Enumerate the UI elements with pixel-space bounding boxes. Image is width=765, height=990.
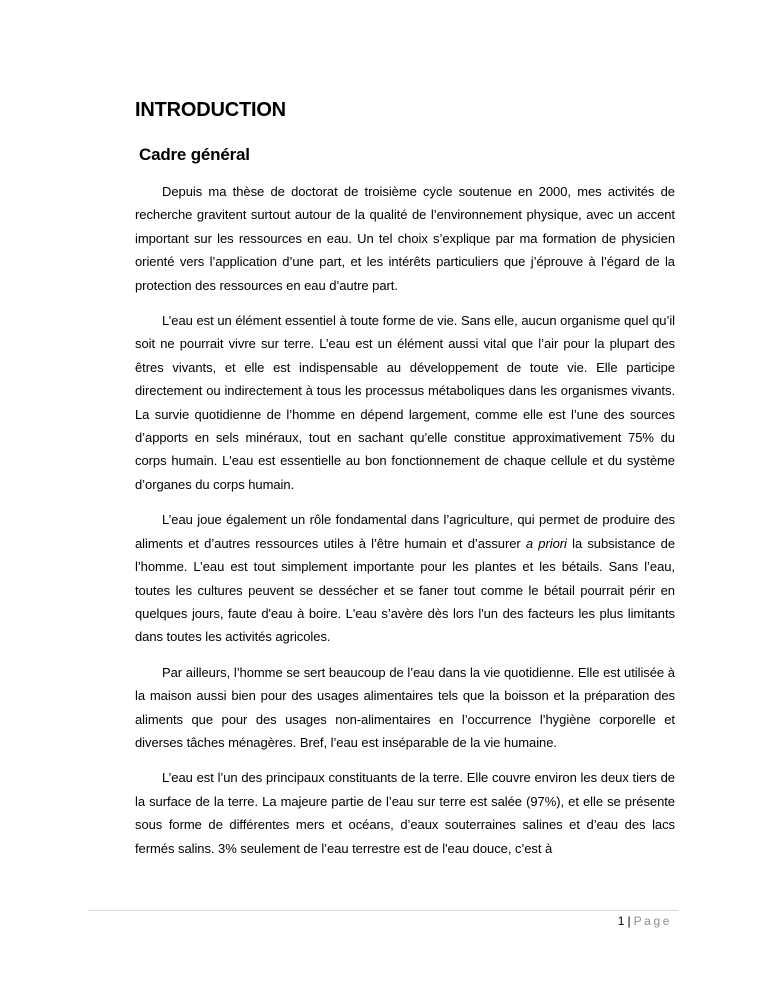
paragraph-3-text-after: la subsistance de l’homme. L’eau est tout simplement importante pour les plantes et les bétails. Sans l’eau, toutes les cultures peuvent se dessécher et se faner tout comme le bétail pourrait périr en quelques jours, faute d'eau à boire. L'eau s’avère dès lors l'un des facteurs les plus limitants dans toutes les activités agricoles. — [135, 535, 675, 645]
footer-divider — [88, 910, 678, 911]
chapter-heading: INTRODUCTION — [135, 99, 286, 121]
page-label: Page — [633, 914, 672, 928]
page-number: 1 — [617, 914, 625, 928]
paragraph-5: L’eau est l’un des principaux constituants de la terre. Elle couvre environ les deux tiers de la surface de la terre. La majeure partie de l’eau sur terre est salée (97%), et elle se présente sous forme de différentes mers et océans, d’eaux souterraines salines et d’eau des lacs fermés salins. 3% seulement de l’eau terrestre est de l'eau douce, c’est à — [135, 770, 675, 856]
paragraph-3-text-before: L’eau joue également un rôle fondamental dans l’agriculture, qui permet de produire des aliments et d’autres ressources utiles à l’être humain et d’assurer — [135, 512, 675, 551]
page-footer — [618, 913, 672, 929]
paragraph-4: Par ailleurs, l’homme se sert beaucoup de l’eau dans la vie quotidienne. Elle est utilisée à la maison aussi bien pour des usages alimentaires tels que la boisson et la préparation des aliments que pour des usages non-alimentaires en l’occurrence l’hygiène corporelle et diverses tâches ménagères. Bref, l’eau est inséparable de la vie humaine. — [135, 664, 675, 750]
italic-phrase: a priori — [525, 535, 567, 551]
paragraph-3 — [135, 508, 675, 648]
paragraph-1: Depuis ma thèse de doctorat de troisième cycle soutenue en 2000, mes activités de recherche gravitent surtout autour de la qualité de l’environnement physique, avec un accent important sur les ressources en eau. Un tel choix s’explique par ma formation de physicien orienté vers l’application d’une part, et les intérêts particuliers que j’éprouve à l’égard de la protection des ressources en eau d’autre part. — [135, 184, 675, 293]
paragraph-2: L’eau est un élément essentiel à toute forme de vie. Sans elle, aucun organisme quel qu’il soit ne pourrait vivre sur terre. L’eau est un élément aussi vital que l’air pour la plupart des êtres vivants, et elle est indispensable au développement de toute vie. Elle participe directement ou indirectement à tous les processus métaboliques dans les organismes vivants. La survie quotidienne de l’homme en dépend largement, comme elle est l’une des sources d’apports en sels minéraux, tout en sachant qu’elle constitue approximativement 75% du corps humain. L'eau est essentielle au bon fonctionnement de chaque cellule et du système d’organes du corps humain. — [135, 313, 675, 492]
page-body — [135, 96, 675, 860]
section-heading: Cadre général — [139, 145, 250, 164]
footer-separator: | — [627, 914, 631, 928]
